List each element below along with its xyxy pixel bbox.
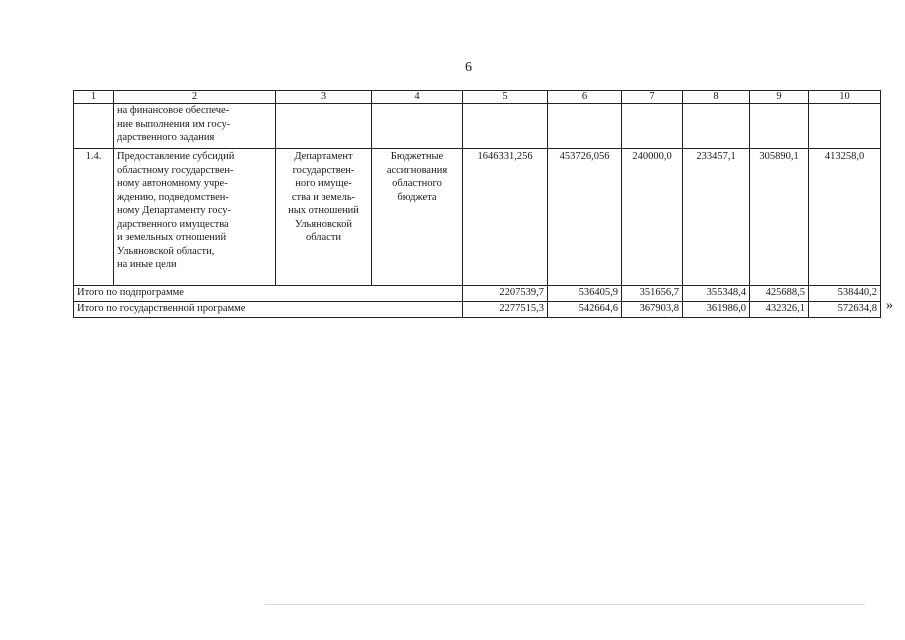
total-label: Итого по государственной программе xyxy=(74,302,463,318)
value-cell: 538440,2 xyxy=(809,286,881,302)
value-cell: 305890,1 xyxy=(750,149,809,286)
empty-cell xyxy=(463,104,548,149)
scan-artifact xyxy=(265,604,865,605)
value-cell: 2277515,3 xyxy=(463,302,548,318)
header-cell: 3 xyxy=(276,91,372,104)
continuation-row xyxy=(74,104,881,149)
header-cell: 10 xyxy=(809,91,881,104)
empty-cell xyxy=(622,104,683,149)
value-cell: 240000,0 xyxy=(622,149,683,286)
total-label: Итого по подпрограмме xyxy=(74,286,463,302)
description-cell: на финансовое обеспече- ние выполнения им госу- дарственного задания xyxy=(114,104,276,149)
header-cell: 9 xyxy=(750,91,809,104)
item-row-1-4 xyxy=(74,149,881,286)
value-cell: 1646331,256 xyxy=(463,149,548,286)
subprogram-total-row xyxy=(74,286,881,302)
value-cell: 2207539,7 xyxy=(463,286,548,302)
row-number-cell xyxy=(74,104,114,149)
executor-cell: Департамент государствен- ного имуще- ства и земель- ных отношений Ульяновской области xyxy=(276,149,372,286)
empty-cell xyxy=(548,104,622,149)
value-cell: 432326,1 xyxy=(750,302,809,318)
page-number: 6 xyxy=(465,60,472,75)
column-number-header-row xyxy=(74,91,881,104)
program-total-row xyxy=(74,302,881,318)
header-cell: 4 xyxy=(372,91,463,104)
value-cell: 425688,5 xyxy=(750,286,809,302)
value-cell: 453726,056 xyxy=(548,149,622,286)
value-cell: 367903,8 xyxy=(622,302,683,318)
value-cell: 536405,9 xyxy=(548,286,622,302)
closing-quote: » xyxy=(886,298,893,313)
description-cell: Предоставление субсидий областному государствен- ному автономному учре- ждению, подведомствен- ному Департаменту госу- дарственного имущества и земельных отношений Ульяновской области, на иные цели xyxy=(114,149,276,286)
value-cell: 361986,0 xyxy=(683,302,750,318)
empty-cell xyxy=(809,104,881,149)
empty-cell xyxy=(276,104,372,149)
value-cell: 351656,7 xyxy=(622,286,683,302)
empty-cell xyxy=(372,104,463,149)
funding-source-cell: Бюджетные ассигнования областного бюджета xyxy=(372,149,463,286)
header-cell: 6 xyxy=(548,91,622,104)
value-cell: 355348,4 xyxy=(683,286,750,302)
empty-cell xyxy=(683,104,750,149)
header-cell: 8 xyxy=(683,91,750,104)
header-cell: 2 xyxy=(114,91,276,104)
value-cell: 233457,1 xyxy=(683,149,750,286)
value-cell: 542664,6 xyxy=(548,302,622,318)
header-cell: 5 xyxy=(463,91,548,104)
budget-table xyxy=(73,90,881,318)
empty-cell xyxy=(750,104,809,149)
row-number-cell: 1.4. xyxy=(74,149,114,286)
value-cell: 413258,0 xyxy=(809,149,881,286)
header-cell: 7 xyxy=(622,91,683,104)
header-cell: 1 xyxy=(74,91,114,104)
value-cell: 572634,8 xyxy=(809,302,881,318)
